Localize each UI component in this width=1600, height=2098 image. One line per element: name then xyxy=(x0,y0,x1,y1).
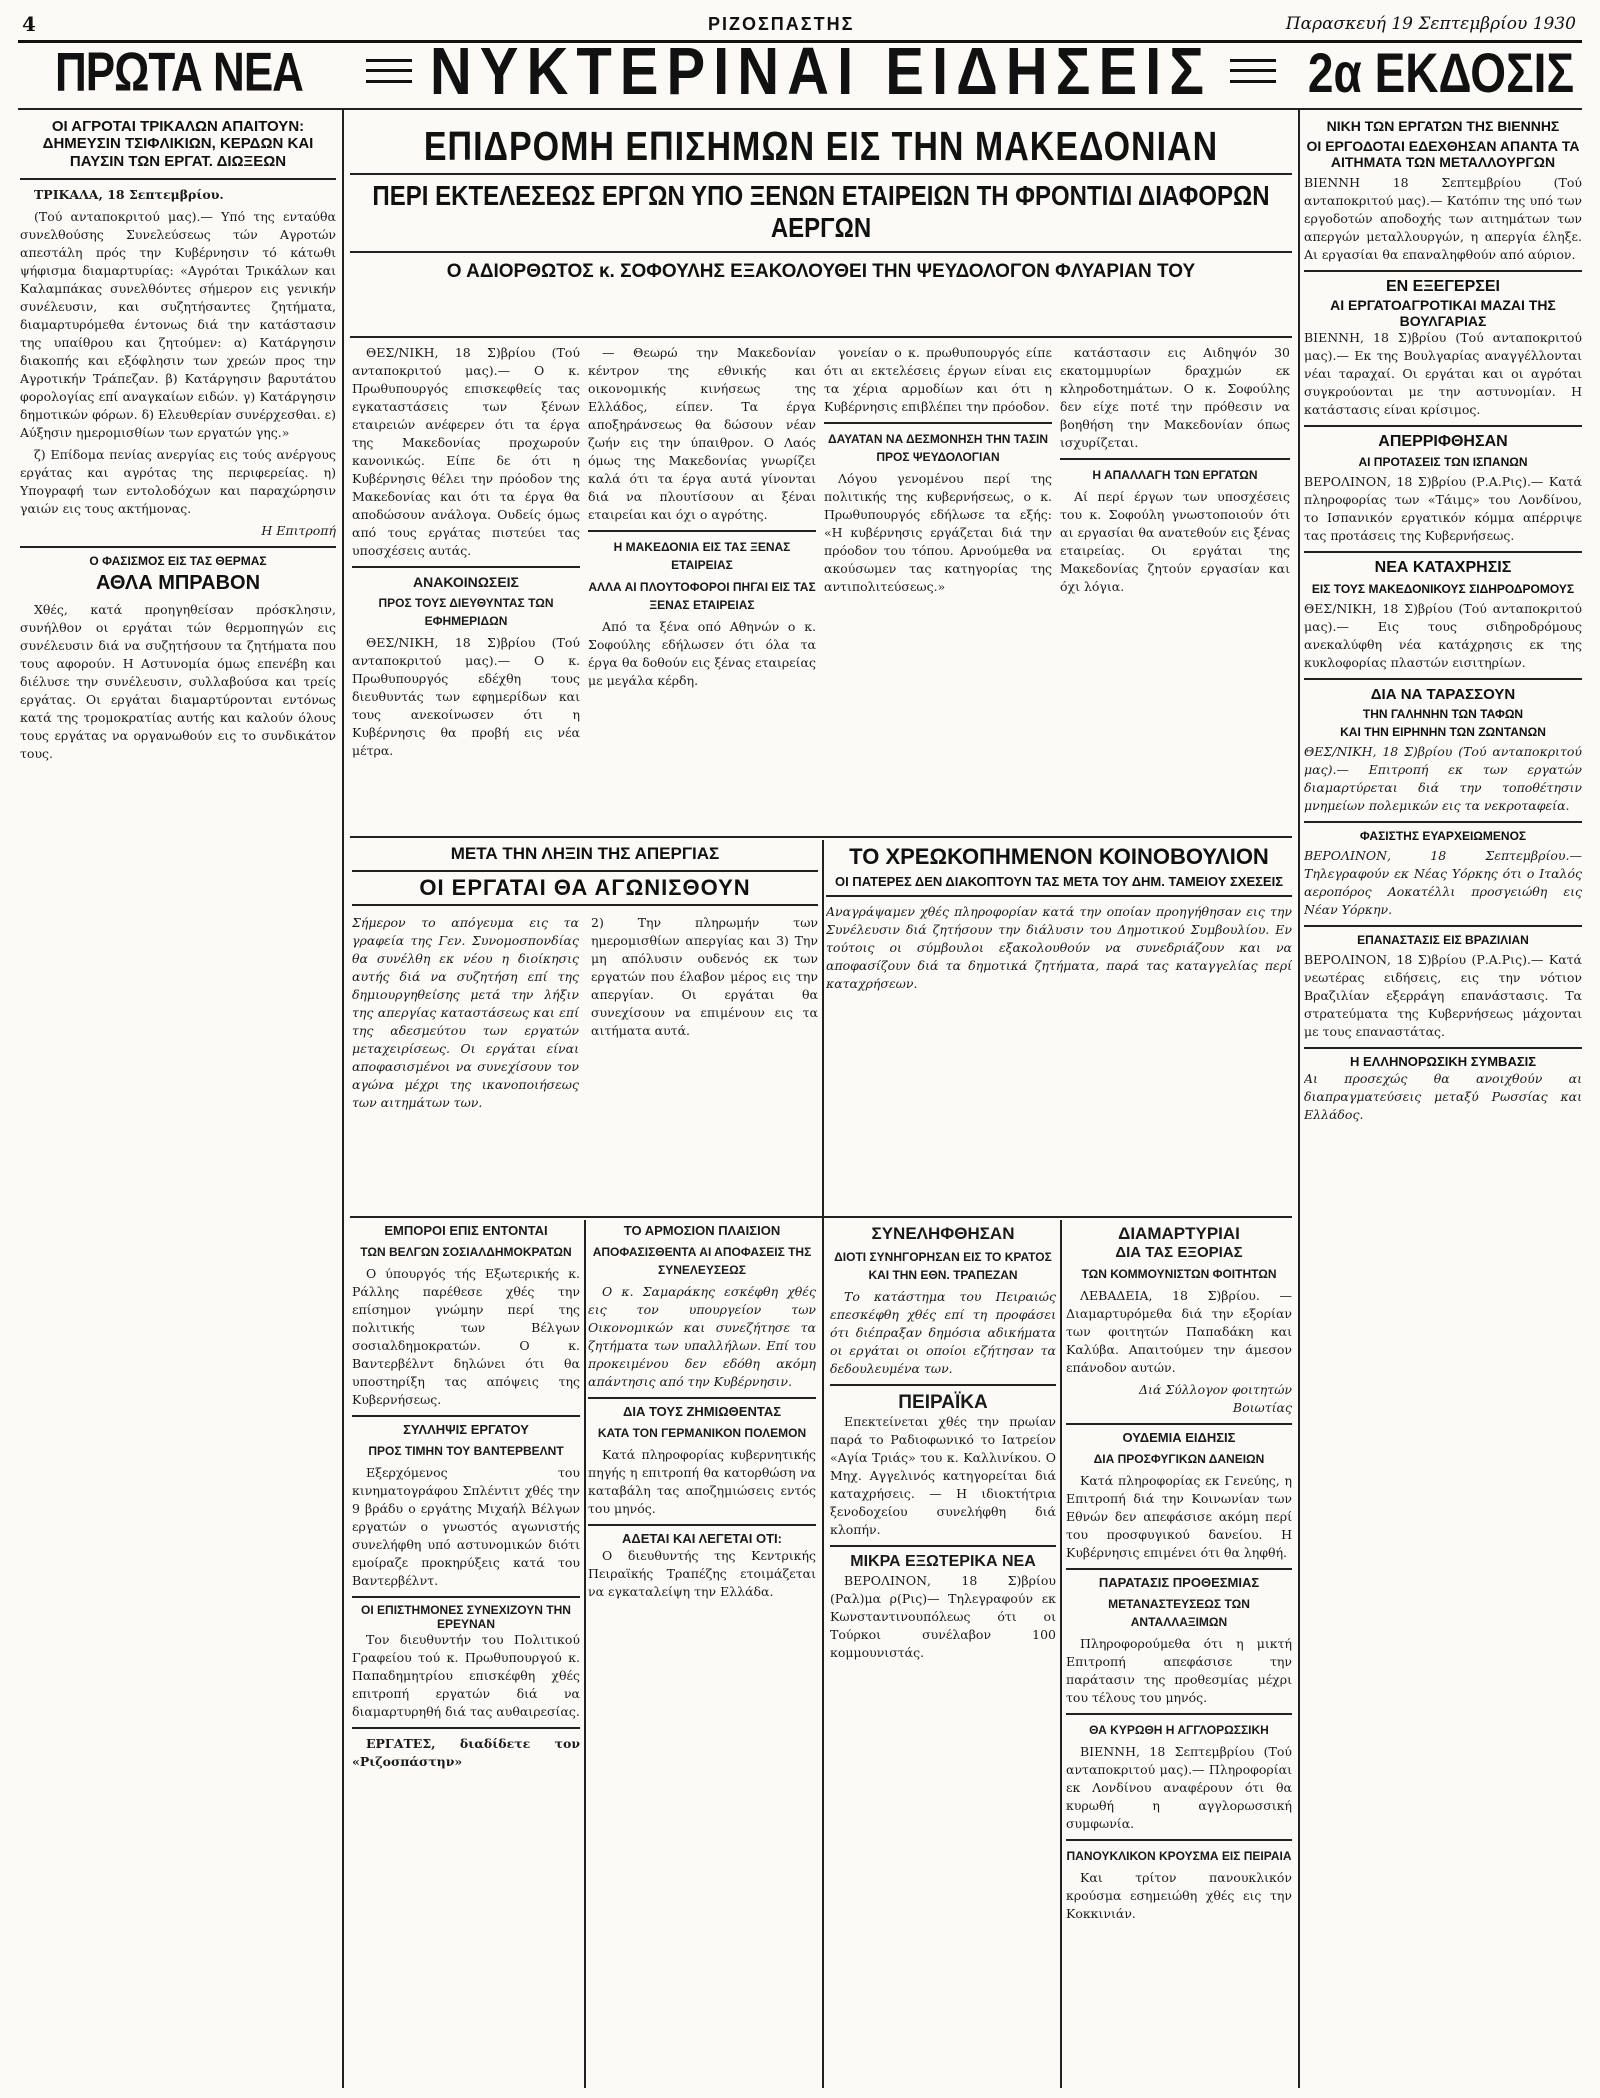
signature: Διά Σύλλογον φοιτητών Βοιωτίας xyxy=(1138,1381,1292,1415)
headline: ΕΜΠΟΡΟΙ ΕΠΙΣ ΕΝΤΟΝΤΑΙ xyxy=(384,1224,548,1238)
rule xyxy=(1060,458,1290,460)
workers-slogan: ΕΡΓΑΤΕΣ, διαδίδετε τον «Ριζοσπάστην» xyxy=(352,1736,580,1770)
article-body: Και τρίτον πανουκλικόν κρούσμα εσημειώθη χθές εις την Κοκκινιάν. xyxy=(1066,1869,1292,1921)
rule xyxy=(1304,678,1582,680)
article-body: ΒΙΕΝΝΗ, 18 Σεπτεμβρίου (Τού ανταποκριτού μας).— Πληροφορίαι εκ Λονδίνου αναφέρουν ότι θα κυρωθή η αγγλορωσσική συμφωνία. xyxy=(1066,1743,1292,1831)
rule xyxy=(1304,425,1582,427)
column-rule xyxy=(1298,110,1300,2088)
article-body: Κατά πληροφορίας εκ Γενεύης, η Επιτροπή διά την Κοινωνίαν των Εθνών δεν απεφάσισε ακόμη περί του προσφυγικού δανείου. Η Κυβέρνησις επιμένει ότι θα ληφθή. xyxy=(1066,1472,1292,1560)
article-body: (Τού ανταποκριτού μας).— Υπό της ενταύθα συνελθούσης Συνελεύσεως τών Αγροτών απεστάλη πρός την Κυβέρνησιν τό κάτωθι ψήφισμα διαμαρτυρίας: «Αγρόται Τρικάλων και Καλαμπάκας συνελθόντες σήμερον εις γενικήν συνέλευσιν, και συζητήσαντες ζητήματα, διαμαρτυρόμεθα έντονως διά την κατάστασιν της υπαίθρου και ζητούμεν: α) Κατάργησιν διακοπής και εξόφλησιν των χρεών προς την Αγροτικήν Τράπεζαν. β) Κατάργησιν βαρυτάτου φορολογίας επί αναγκαίων ειδών. γ) Κατάργησιν δημοτικών φόρων. δ) Ελευθερίαν συνέρχεσθαι. ε) Αύξησιν ημερομισθίων των εργατών γης.» xyxy=(20,208,336,440)
subhead: ΟΙ ΠΑΤΕΡΕΣ ΔΕΝ ΔΙΑΚΟΠΤΟΥΝ ΤΑΣ ΜΕΤΑ ΤΟΥ ΔΗΜ. ΤΑΜΕΙΟΥ ΣΧΕΣΕΙΣ xyxy=(834,874,1284,889)
rule xyxy=(18,108,1582,110)
rule xyxy=(20,546,336,548)
section-title-left: ΠΡΩΤΑ ΝΕΑ xyxy=(55,41,303,103)
article-body: Τον διευθυντήν του Πολιτικού Γραφείου τού κ. Πρωθυπουργού κ. Παπαδημητρίου επισκέφθη χθές επιτροπή εργατών διά να διαμαρτυρηθή διά τας αυθαιρεσίας. xyxy=(352,1632,580,1720)
headline: ΟΙ ΕΠΙΣΤΗΜΟΝΕΣ ΣΥΝΕΧΙΖΟΥΝ ΤΗΝ ΕΡΕΥΝΑΝ xyxy=(361,1602,571,1631)
subhead: ΔΑΥΑΤΑΝ ΝΑ ΔΕΣΜΟΝΗΣΗ ΤΗΝ ΤΑΣΙΝ ΠΡΟΣ ΨΕΥΔΟΛΟΓΙΑΝ xyxy=(827,432,1049,464)
lower-col-4 xyxy=(1066,1224,1292,2088)
left-column xyxy=(20,118,336,2088)
subhead: ΤΩΝ ΚΟΜΜΟΥΝΙΣΤΩΝ ΦΟΙΤΗΤΩΝ xyxy=(1081,1266,1277,1281)
kicker: ΟΙ ΕΡΓΟΔΟΤΑΙ ΕΔΕΧΘΗΣΑΝ ΑΠΑΝΤΑ ΤΑ ΑΙΤΗΜΑΤΑ ΤΩΝ ΜΕΤΑΛΛΟΥΡΓΩΝ xyxy=(1306,138,1580,171)
headline: ΝΙΚΗ ΤΩΝ ΕΡΓΑΤΩΝ ΤΗΣ ΒΙΕΝΝΗΣ xyxy=(1326,118,1560,134)
subhead: ΑΛΛΑ ΑΙ ΠΛΟΥΤΟΦΟΡΟΙ ΠΗΓΑΙ ΕΙΣ ΤΑΣ ΞΕΝΑΣ ΕΤΑΙΡΕΙΑΣ xyxy=(588,580,816,612)
article-body: Αι προσεχώς θα ανοιχθούν αι διαπραγματεύσεις μεταξύ Ρωσσίας και Ελλάδος. xyxy=(1304,1070,1582,1122)
rule xyxy=(350,173,1292,175)
article-body: Το κατάστημα του Πειραιώς επεσκέφθη χθές επί τη προφάσει ότι διέπραξαν δημόσια αδικήματα οι εργάται οι οποίοι εζήτησαν τα δεδουλευμένα των. xyxy=(830,1288,1056,1376)
center-col-3 xyxy=(824,344,1052,832)
headline: ΟΙ ΑΓΡΟΤΑΙ ΤΡΙΚΑΛΩΝ ΑΠΑΙΤΟΥΝ: ΔΗΜΕΥΣΙΝ ΤΣΙΦΛΙΚΙΩΝ, ΚΕΡΔΩΝ ΚΑΙ ΠΑΥΣΙΝ ΤΩΝ ΕΡΓΑΤ. ΔΙΩΞΕΩΝ xyxy=(42,118,314,170)
article-body: ΒΕΡΟΛΙΝΟΝ, 18 Σ)βρίου (Ραλ)μα ρ(Ρις)— Τηλεγραφούν εκ Κωνσταντινουπόλεως ότι οι Τούρκοι συνέλαβον 100 κομμουνιστάς. xyxy=(830,1572,1056,1660)
article-body: ΛΕΒΑΔΕΙΑ, 18 Σ)βρίου. — Διαμαρτυρόμεθα διά την εξορίαν των φοιτητών Παπαδάκη και Καλύβα. Απαιτούμεν την άμεσον επάνοδον αυτών. xyxy=(1066,1287,1292,1375)
rule xyxy=(588,1397,816,1399)
rule xyxy=(1304,270,1582,272)
subhead: ΤΩΝ ΒΕΛΓΩΝ ΣΟΣΙΑΛΔΗΜΟΚΡΑΤΩΝ xyxy=(360,1244,572,1259)
headline: ΝΕΑ ΚΑΤΑΧΡΗΣΙΣ xyxy=(1374,559,1512,577)
subhead: ΜΕΤΑΝΑΣΤΕΥΣΕΩΣ ΤΩΝ ΑΝΤΑΛΛΑΞΙΜΩΝ xyxy=(1108,1596,1250,1629)
subhead: ΕΙΣ ΤΟΥΣ ΜΑΚΕΔΟΝΙΚΟΥΣ ΣΙΔΗΡΟΔΡΟΜΟΥΣ xyxy=(1311,581,1575,596)
article-body: ΒΙΕΝΝΗ 18 Σεπτεμβρίου (Τού ανταποκριτού μας).— Κατόπιν της υπό των εργοδοτών αποδοχής των αιτημάτων των απεργών μεταλλουργών, η απεργία έληξε. Αι εργασίαι θα επαναληφθούν από αύριον. xyxy=(1304,175,1582,263)
headline: ΠΕΙΡΑΪΚΑ xyxy=(898,1391,988,1413)
headline: ΟΥΔΕΜΙΑ ΕΙΔΗΣΙΣ xyxy=(1122,1429,1236,1445)
rule xyxy=(830,1545,1056,1547)
article-body: Πληροφορούμεθα ότι η μικτή Επιτροπή απεφάσισε την παράτασιν της προθεσμίας μέχρι του τέλους του μηνός. xyxy=(1066,1635,1292,1705)
headline: ΔΙΑ ΤΑΣ ΕΞΟΡΙΑΣ xyxy=(1115,1243,1243,1261)
subhead: ΠΑΝΟΥΚΛΙΚΟΝ ΚΡΟΥΣΜΑ ΕΙΣ ΠΕΙΡΑΙΑ xyxy=(1066,1848,1292,1863)
article-body: Ο ύπουργός τής Εξωτερικής κ. Ράλλης παρέθεσε χθές την επίσημον γνώμην περί της πολιτικής των Βέλγων σοσιαλδημοκρατών. Ο κ. Βαντερβέλντ δηλώνει ότι θα υποστηρίξη τας απόψεις της Κυβερνήσεως. xyxy=(352,1265,580,1407)
subhead: ΑΙ ΠΡΟΤΑΣΕΙΣ ΤΩΝ ΙΣΠΑΝΩΝ xyxy=(1358,455,1528,470)
subhead: ΦΑΣΙΣΤΗΣ ΕΥΑΡΧΕΙΩΜΕΝΟΣ xyxy=(1359,828,1527,843)
lower-col-1 xyxy=(352,1224,580,2088)
rule xyxy=(588,1524,816,1526)
article-body: ΒΕΡΟΛΙΝΟΝ, 18 Σεπτεμβρίου.— Τηλεγραφούν εκ Νέας Υόρκης ότι ο Ιταλός αεροπόρος Αοκατέλλι προσγειώθη εις Νέαν Υόρκην. xyxy=(1304,847,1582,917)
masthead: ΡΙΖΟΣΠΑΣΤΗΣ xyxy=(708,14,855,34)
subhead: ΔΙΟΤΙ ΣΥΝΗΓΟΡΗΣΑΝ ΕΙΣ ΤΟ ΚΡΑΤΟΣ ΚΑΙ ΤΗΝ ΕΘΝ. ΤΡΑΠΕΖΑΝ xyxy=(834,1249,1052,1282)
rule xyxy=(1066,1713,1292,1715)
ornament-bars xyxy=(366,59,412,83)
rule xyxy=(1066,1423,1292,1425)
subhead: ΠΡΟΣ ΤΙΜΗΝ ΤΟΥ ΒΑΝΤΕΡΒΕΛΝΤ xyxy=(368,1443,564,1458)
rule xyxy=(1304,925,1582,927)
article-body: Αί περί έργων των υποσχέσεις του κ. Σοφούλη γνωστοποιούν ότι αι εργασίαι θα ανατεθούν εις ξένας εταιρείας. Οι εργάται της Μακεδονίας ζητούν εργασίαν και όχι λόγια. xyxy=(1060,489,1290,594)
column-rule xyxy=(822,840,824,2088)
article-body: ΘΕΣ/ΝΙΚΗ, 18 Σ)βρίου (Τού ανταποκριτού μας).— Ο κ. Πρωθυπουργός επισκεφθείς τας εγκαταστάσεις των ξένων εταιρειών ανέφερεν ότι τα έργα της Μακεδονίας προχωρούν κανονικώς. Είπε δε ότι η Κυβέρνησις θέλει την πρόοδον της Μακεδονίας και ότι τα έργα θα αποδώσουν ανάλογα. Ουδείς όμως από τους εργάτας πιστεύει τας υποσχέσεις αυτάς. xyxy=(352,345,580,558)
subhead: Ο ΦΑΣΙΣΜΟΣ ΕΙΣ ΤΑΣ ΘΕΡΜΑΣ xyxy=(89,553,267,568)
lower-col-3 xyxy=(830,1224,1056,2088)
headline: ΔΙΑ ΤΟΥΣ ΖΗΜΙΩΘΕΝΤΑΣ xyxy=(622,1403,782,1419)
center-col-1 xyxy=(352,344,580,832)
rule xyxy=(1304,551,1582,553)
article xyxy=(20,186,336,540)
rule xyxy=(352,1727,580,1729)
article-body: ΒΕΡΟΛΙΝΟΝ, 18 Σ)βρίου (Ρ.Α.Ρις).— Κατά νεωτέρας ειδήσεις, εις την νότιον Βραζιλίαν εξερράγη επανάστασις. Τα στρατεύματα της Κυβερνήσεως μάχονται με τους επαναστάτας. xyxy=(1304,951,1582,1039)
headline: ΤΟ ΧΡΕΩΚΟΠΗΜΕΝΟΝ ΚΟΙΝΟΒΟΥΛΙΟΝ xyxy=(849,844,1269,869)
article-body: ΒΕΡΟΛΙΝΟΝ, 18 Σ)βρίου (Ρ.Α.Ρις).— Κατά πληροφορίας των «Τάιμς» του Λονδίνου, το Ισπανικόν εργατικόν κόμμα απέρριψε τας προτάσεις της Κυβερνήσεως. xyxy=(1304,474,1582,544)
article-body: κατάστασιν εις Αιδηψόν 30 εκατομμυρίων δραχμών εκ κληροδοτημάτων. Ο κ. Σοφούλης δεν είχε ποτέ την πρόθεσιν να βοηθήση την Μακεδονίαν όπως ισχυρίζεται. xyxy=(1060,345,1290,450)
article-body: Χθές, κατά προηγηθείσαν πρόσκλησιν, συνήλθον οι εργάται τών θερμοπηγών εις συνέλευσιν διά να συζητήσουν τα ζητήματα που τους αφορούν. Η Αστυνομία όμως επενέβη και διέλυσε την συνέλευσιν, συλλαβούσα και τρείς εργάτας. Οι εργάται διαμαρτύρονται εντόνως κατά της τρομοκρατίας αυτής και καλούν όλους τους εργάτας να οργανωθούν εις το συνδικάτον τους. xyxy=(20,601,336,761)
column-rule xyxy=(1060,1220,1062,2088)
headline: ΜΙΚΡΑ ΕΞΩΤΕΡΙΚΑ ΝΕΑ xyxy=(850,1553,1036,1571)
subhead: ΚΑΤΑ ΤΟΝ ΓΕΡΜΑΝΙΚΟΝ ΠΟΛΕΜΟΝ xyxy=(597,1425,807,1440)
subhead: ΑΠΟΦΑΣΙΣΘΕΝΤΑ ΑΙ ΑΠΟΦΑΣΕΙΣ ΤΗΣ ΣΥΝΕΛΕΥΣΕΩΣ xyxy=(592,1244,812,1277)
rule xyxy=(350,251,1292,253)
rule xyxy=(350,336,1292,338)
rule xyxy=(20,178,336,180)
subhead: Η ΑΠΑΛΛΑΓΗ ΤΩΝ ΕΡΓΑΤΩΝ xyxy=(1092,468,1258,482)
article-body: ζ) Επίδομα πενίας ανεργίας εις τούς ανέργους εργάτας και αγρότας της περιφερείας. η) Υπογραφή των εντολοδόχων και παραχώρησιν γαιών εις τους ακτήμονας. xyxy=(20,446,336,516)
ornament-bars xyxy=(1230,59,1276,83)
issue-date: Παρασκευή 19 Σεπτεμβρίου 1930 xyxy=(1285,14,1576,34)
article-body: Αναγράψαμεν χθές πληροφορίαν κατά την οποίαν προηγήθησαν εις την Συνέλευσιν διά ζητήσουν την διάλυσιν του Δημοτικού Συμβουλίου. Εν τούτοις οι σύμβουλοι εξακολουθούν να συνεδριάζουν και να αποφασίζουν διά τα δημοτικά ζητήματα, παρά τας καταγγελίας περί καταχρήσεων. xyxy=(826,904,1292,991)
center-banners xyxy=(350,118,1292,338)
headline: ΣΥΛΛΗΨΙΣ ΕΡΓΑΤΟΥ xyxy=(403,1421,529,1437)
subhead: ΤΗΝ ΓΑΛΗΝΗΝ ΤΩΝ ΤΑΦΩΝ xyxy=(1362,706,1524,721)
subhead: ΔΙΑ ΠΡΟΣΦΥΓΙΚΩΝ ΔΑΝΕΙΩΝ xyxy=(1093,1451,1265,1466)
rule xyxy=(1304,821,1582,823)
article-body: ΘΕΣ/ΝΙΚΗ, 18 Σ)βρίου (Τού ανταποκριτού μας).— Επιτροπή εκ των εργατών διαμαρτύρεται διά την τοποθέτησιν μνημείων πολεμικών εις τα νεκροταφεία. xyxy=(1304,743,1582,813)
article-body: Από τα ξένα οπό Αθηνών ο κ. Σοφούλης εδήλωσεν ότι όλα τα έργα θα δοθούν εις ξένας εταιρείας με μεγάλα κέρδη. xyxy=(588,619,816,688)
council-story xyxy=(826,844,1292,1214)
article-body: Κατά πληροφορίας κυβερνητικής πηγής η επιτροπή θα κατορθώση να καταβάλη τας αποζημιώσεις εντός του μηνός. xyxy=(588,1446,816,1516)
banner-headline: ΠΕΡΙ ΕΚΤΕΛΕΣΕΩΣ ΕΡΓΩΝ ΥΠΟ ΞΕΝΩΝ ΕΤΑΙΡΕΙΩΝ ΤΗ ΦΡΟΝΤΙΔΙ ΔΙΑΦΟΡΩΝ ΑΕΡΓΩΝ xyxy=(372,180,1270,245)
article-body: — Θεωρώ την Μακεδονίαν κέντρον της εθνικής και οικονομικής κινήσεως της Ελλάδος, είπεν. Τα έργα αποξηράνσεως θα δώσουν νέαν ζωήν εις την ύπαιθρον. Ο Λαός όμως της Μακεδονίας γνωρίζει καλά ότι τα έργα αυτά γίνονται διά να πλουτίσουν αι ξέναι εταιρείαι και όχι ο αγρότης. xyxy=(588,345,816,522)
article-body: ΒΙΕΝΝΗ, 18 Σ)βρίου (Τού ανταποκριτού μας).— Εκ της Βουλγαρίας αναγγέλλονται νέαι ταραχαί. Οι εργάται και οι αγρόται συγκρούονται με την αστυνομίαν. Η κατάστασις είναι κρίσιμος. xyxy=(1304,329,1582,417)
article-body: Λόγου γενομένου περί της πολιτικής της κυβερνήσεως, ο κ. Πρωθυπουργός εδήλωσε τα εξής: «Η κυβέρνησις εργάζεται διά την πρόοδον του τόπου. Αρνούμεθα να ακούσωμεν τας κατηγορίας της αντιπολιτεύσεως.» xyxy=(824,471,1052,594)
section-title-center: ΝΥΚΤΕΡΙΝΑΙ ΕΙΔΗΣΕΙΣ xyxy=(429,33,1213,109)
subhead: ΠΡΟΣ ΤΟΥΣ ΔΙΕΥΘΥΝΤΑΣ ΤΩΝ ΕΦΗΜΕΡΙΔΩΝ xyxy=(378,596,554,629)
rule xyxy=(352,1415,580,1417)
page-number: 4 xyxy=(22,12,36,36)
signature: Η Επιτροπή xyxy=(261,522,336,538)
article-body: Επεκτείνεται χθές την πρωίαν παρά το Ραδιοφωνικό το Ιατρείον «Αγία Τριάς» του κ. Καλλινίκου. Ο Μηχ. Αγγελινός κατηγορείται διά καταχρήσεις. — Η ιδιοκτήτρια ξενοδοχείου συνελήφθη διά κλοπήν. xyxy=(830,1414,1056,1538)
article-body: γονείαν ο κ. πρωθυπουργός είπε ότι αι εκτελέσεις έργων είναι εις τα χέρια αρμοδίων και ότι η Κυβέρνησις επιβλέπει την πρόοδον. xyxy=(824,345,1052,414)
rule xyxy=(824,422,1052,424)
subhead: Η ΜΑΚΕΔΟΝΙΑ ΕΙΣ ΤΑΣ ΞΕΝΑΣ ΕΤΑΙΡΕΙΑΣ xyxy=(613,540,791,572)
dateline: ΤΡΙΚΑΛΑ, 18 Σεπτεμβρίου. xyxy=(34,186,224,202)
article xyxy=(20,601,336,763)
rule xyxy=(1066,1568,1292,1570)
headline: ΕΝ ΕΞΕΓΕΡΣΕΙ xyxy=(1386,278,1500,296)
headline: ΣΥΝΕΛΗΦΘΗΣΑΝ xyxy=(871,1224,1015,1243)
kicker: ΜΕΤΑ ΤΗΝ ΛΗΞΙΝ ΤΗΣ ΑΠΕΡΓΙΑΣ xyxy=(450,844,720,863)
subhead: ΘΑ ΚΥΡΩΘΗ Η ΑΓΓΛΟΡΩΣΣΙΚΗ xyxy=(1089,1722,1269,1737)
center-col-4 xyxy=(1060,344,1290,832)
headline: ΤΟ ΑΡΜΟΣΙΟΝ ΠΛΑΙΣΙΟΝ xyxy=(623,1224,781,1238)
section-title-right: 2α ΕΚΔΟΣΙΣ xyxy=(1307,41,1575,105)
banner-headline: ΕΠΙΔΡΟΜΗ ΕΠΙΣΗΜΩΝ ΕΙΣ ΤΗΝ ΜΑΚΕΔΟΝΙΑΝ xyxy=(423,124,1219,170)
headline: ΔΙΑ ΝΑ ΤΑΡΑΣΣΟΥΝ xyxy=(1370,685,1516,703)
headline: ΔΙΑΜΑΡΤΥΡΙΑΙ xyxy=(1118,1224,1240,1243)
article-body: Εξερχόμενος του κινηματογράφου Σπλέντιτ χθές την 9 βράδυ ο εργάτης Μιχαήλ Βέλγων εργατών ο γνωστός αγωνιστής συνελήφθη υπό αστυνομικών διότι εμοίραζε προκηρύξεις κατά του Βαντερβέλντ. xyxy=(352,1464,580,1588)
section-title-center-wrap xyxy=(346,33,1296,109)
article-body: Ο κ. Σαμαράκης εσκέφθη χθές εις τον υπουργείον των Οικονομικών και συνεζήτησε τα ζητήματα των υπαλλήλων. Επί του προκειμένου δεν εδόθη ακόμη απάντησις από την Κυβέρνησιν. xyxy=(588,1283,816,1389)
right-column xyxy=(1304,118,1582,2088)
headline: ΠΑΡΑΤΑΣΙΣ ΠΡΟΘΕΣΜΙΑΣ xyxy=(1098,1574,1260,1590)
article-body: ΘΕΣ/ΝΙΚΗ, 18 Σ)βρίου (Τού ανταποκριτού μας).— Ο κ. Πρωθυπουργός εδέχθη τους διευθυντάς των εφημερίδων και τους ανεκοίνωσεν ότι η Κυβέρνησις θα προβή εις νέα μέτρα. xyxy=(352,635,580,759)
rule xyxy=(830,1384,1056,1386)
subhead: ΕΠΑΝΑΣΤΑΣΙΣ ΕΙΣ ΒΡΑΖΙΛΙΑΝ xyxy=(1357,932,1529,947)
banner-headline: Ο ΑΔΙΟΡΘΩΤΟΣ κ. ΣΟΦΟΥΛΗΣ ΕΞΑΚΟΛΟΥΘΕΙ ΤΗΝ ΨΕΥΔΟΛΟΓΟΝ ΦΛΥΑΡΙΑΝ ΤΟΥ xyxy=(446,261,1196,282)
headline: ΑΔΕΤΑΙ ΚΑΙ ΛΕΓΕΤΑΙ ΟΤΙ: xyxy=(622,1530,782,1546)
rule xyxy=(350,836,1292,838)
article-body: Ο διευθυντής της Κεντρικής Πειραϊκής Τραπέζης ετοιμάζεται να εγκαταλείψη την Ελλάδα. xyxy=(588,1547,816,1599)
subhead: ΚΑΙ ΤΗΝ ΕΙΡΗΝΗΝ ΤΩΝ ΖΩΝΤΑΝΩΝ xyxy=(1340,724,1546,739)
rule xyxy=(350,1216,1292,1218)
rule xyxy=(352,1596,580,1598)
rule xyxy=(826,895,1292,897)
article-body: 2) Την πληρωμήν των ημερομισθίων απεργίας και 3) Την μη απόλυσιν ουδενός εκ των εργατών που έλαβον μέρος εις την απεργίαν. Οι εργάται θα συνεχίσουν να επιμένουν εις τα αιτήματα αυτά. xyxy=(591,914,818,1038)
lower-col-2 xyxy=(588,1224,816,2088)
headline: ΟΙ ΕΡΓΑΤΑΙ ΘΑ ΑΓΩΝΙΣΘΟΥΝ xyxy=(352,870,818,906)
strike-story xyxy=(352,844,818,1214)
center-col-2 xyxy=(588,344,816,832)
column-rule xyxy=(342,110,344,2088)
headline: Η ΕΛΛΗΝΟΡΩΣΙΚΗ ΣΥΜΒΑΣΙΣ xyxy=(1349,1053,1537,1069)
article-body: Σήμερον το απόγευμα εις τα γραφεία της Γεν. Συνομοσπονδίας θα συνέλθη εκ νέου η διοίκησις αυτής διά να συζητήση επί της δημιουργηθείσης μετά την λήξιν της απεργίας καταστάσεως και επί της αδεσμεύτου των εργατών μεταχειρίσεως. Οι εργάται είναι αποφασισμένοι να συνεχίσουν τον αγώνα μέχρι της ικανοποιήσεως των αιτημάτων των. xyxy=(352,914,579,1110)
headline: ΑΘΛΑ ΜΠΡΑΒΟΝ xyxy=(95,571,261,594)
article-body: ΘΕΣ/ΝΙΚΗ, 18 Σ)βρίου (Τού ανταποκριτού μας).— Εις τους σιδηροδρόμους ανεκαλύφθη νέα κατάχρησις εκ της κυκλοφορίας πλαστών εισιτηρίων. xyxy=(1304,600,1582,670)
headline: ΑΝΑΚΟΙΝΩΣΕΙΣ xyxy=(413,574,519,590)
column-rule xyxy=(584,1220,586,2088)
rule xyxy=(1066,1839,1292,1841)
headline: ΑΠΕΡΡΙΦΘΗΣΑΝ xyxy=(1378,432,1508,450)
headline: ΑΙ ΕΡΓΑΤΟΑΓΡΟΤΙΚΑΙ ΜΑΖΑΙ ΤΗΣ ΒΟΥΛΓΑΡΙΑΣ xyxy=(1330,296,1556,329)
rule xyxy=(352,566,580,568)
rule xyxy=(1304,1047,1582,1049)
rule xyxy=(588,530,816,532)
